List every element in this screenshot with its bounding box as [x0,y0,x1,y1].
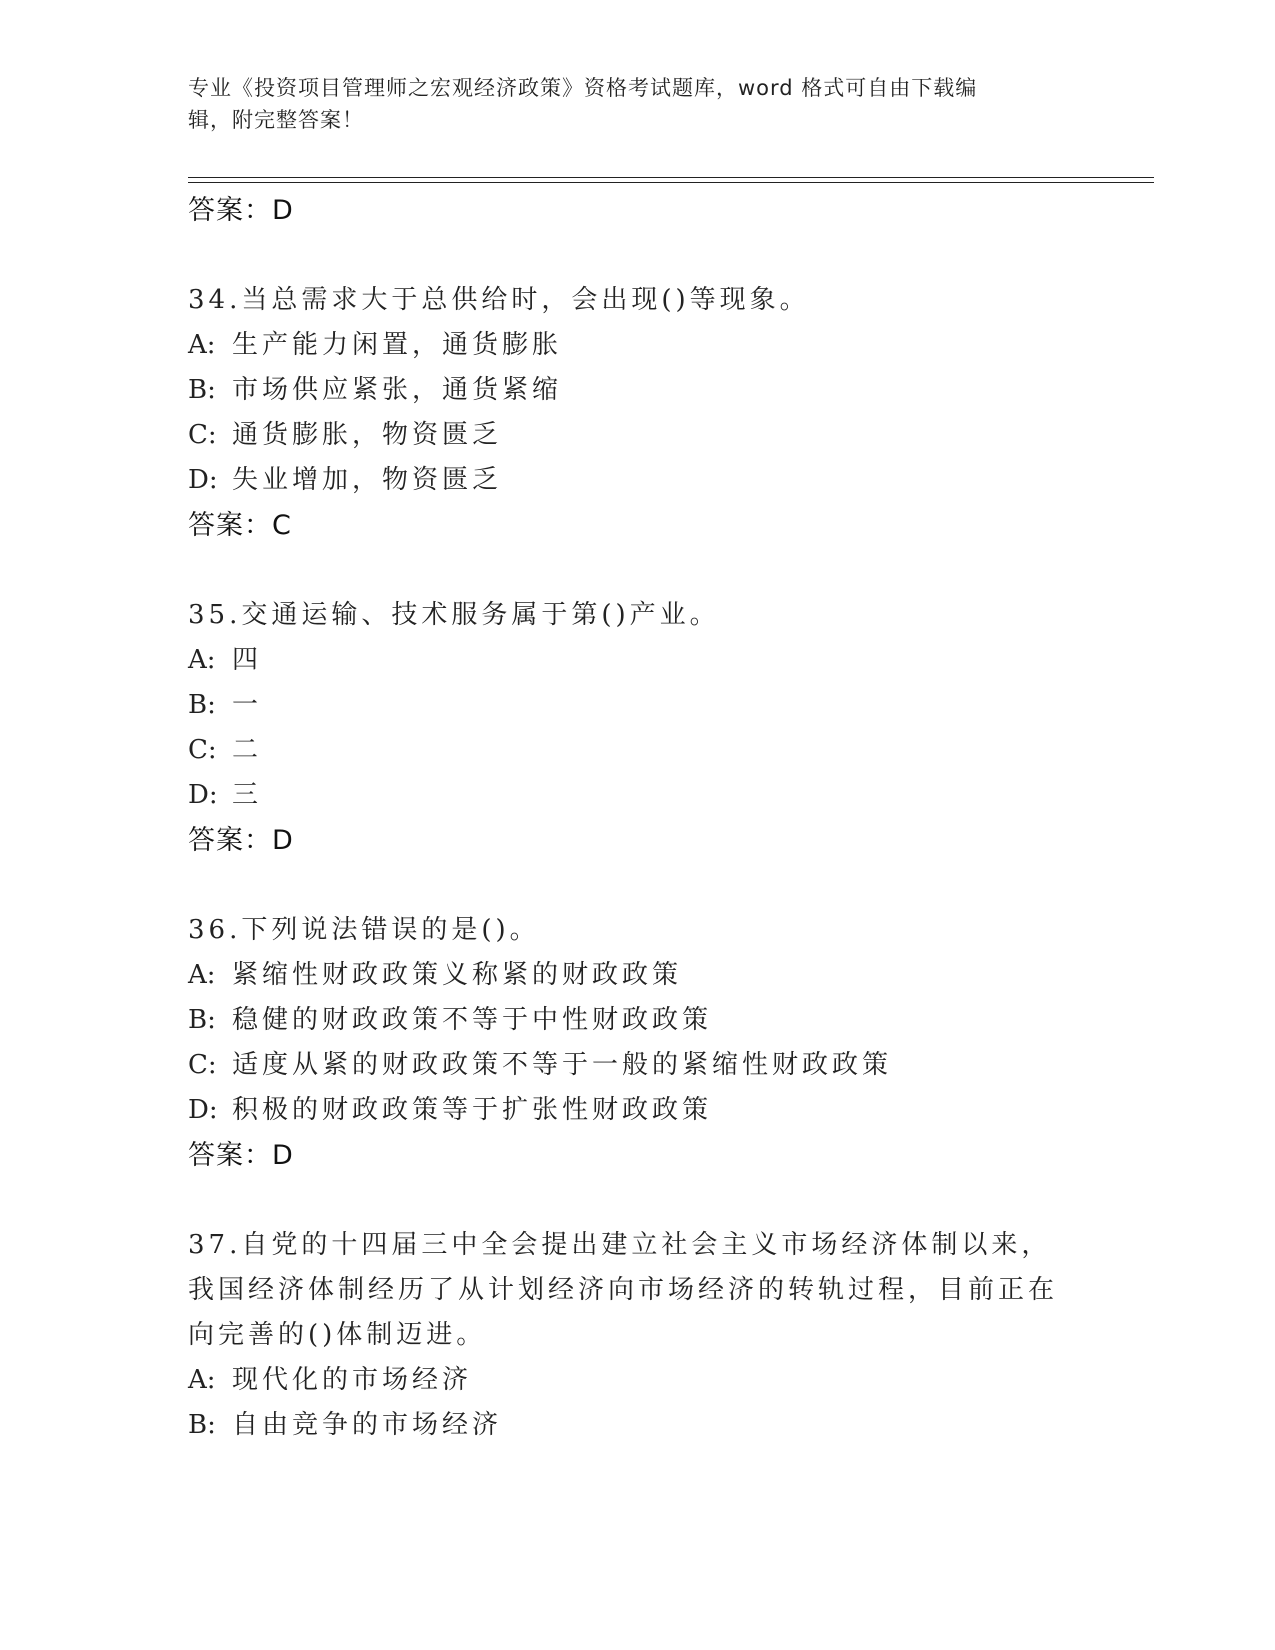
option-b [188,368,1088,413]
option-text: 二 [232,735,263,765]
option-text: 市场供应紧张，通货紧缩 [232,375,563,405]
header-line-2: 辑，附完整答案！ [188,108,364,132]
question-stem: 34.当总需求大于总供给时，会出现()等现象。 [188,285,810,315]
option-text: 适度从紧的财政政策不等于一般的紧缩性财政政策 [232,1050,893,1080]
question-36 [188,908,1088,1179]
option-text: 生产能力闲置，通货膨胀 [232,330,563,360]
option-d [188,458,1088,503]
option-d [188,1088,1088,1133]
document-header [188,72,1068,136]
option-a [188,953,1088,998]
answer-35: 答案：D [188,825,294,856]
option-text: 自由竞争的市场经济 [232,1410,503,1440]
question-list [188,188,1088,1448]
option-a [188,1358,1088,1403]
answer-36: 答案：D [188,1140,294,1171]
option-a [188,323,1088,368]
option-c [188,728,1088,773]
option-text: 失业增加，物资匮乏 [232,465,503,495]
option-text: 通货膨胀，物资匮乏 [232,420,503,450]
question-37 [188,1223,1088,1448]
option-key: A: [188,645,216,675]
option-text: 现代化的市场经济 [232,1365,473,1395]
option-b [188,998,1088,1043]
option-key: B: [188,690,216,720]
header-line-1: 专业《投资项目管理师之宏观经济政策》资格考试题库，word 格式可自由下载编 [188,76,978,100]
option-a [188,638,1088,683]
option-key: B: [188,1410,216,1440]
option-key: D: [188,465,218,495]
option-b [188,683,1088,728]
previous-answer: 答案：D [188,195,294,226]
option-text: 四 [232,645,263,675]
option-c [188,413,1088,458]
option-key: C: [188,1050,217,1080]
option-key: B: [188,1005,216,1035]
option-key: A: [188,960,216,990]
option-d [188,773,1088,818]
option-text: 一 [232,690,263,720]
question-stem: 35.交通运输、技术服务属于第()产业。 [188,600,720,630]
option-b [188,1403,1088,1448]
option-key: A: [188,1365,216,1395]
header-divider-top [188,177,1154,178]
header-divider-bottom [188,182,1154,183]
answer-34: 答案：C [188,510,292,541]
question-stem: 37.自党的十四届三中全会提出建立社会主义市场经济体制以来，我国经济体制经历了从计划经济向市场经济的转轨过程，目前正在向完善的()体制迈进。 [188,1230,1059,1350]
option-key: D: [188,780,218,810]
option-key: C: [188,735,217,765]
question-34 [188,278,1088,549]
option-text: 积极的财政政策等于扩张性财政政策 [232,1095,713,1125]
option-text: 三 [232,780,263,810]
option-key: A: [188,330,216,360]
option-c [188,1043,1088,1088]
option-key: B: [188,375,216,405]
question-35 [188,593,1088,864]
option-text: 稳健的财政政策不等于中性财政政策 [232,1005,713,1035]
option-key: C: [188,420,217,450]
option-text: 紧缩性财政政策义称紧的财政政策 [232,960,683,990]
question-stem: 36.下列说法错误的是()。 [188,915,540,945]
option-key: D: [188,1095,218,1125]
